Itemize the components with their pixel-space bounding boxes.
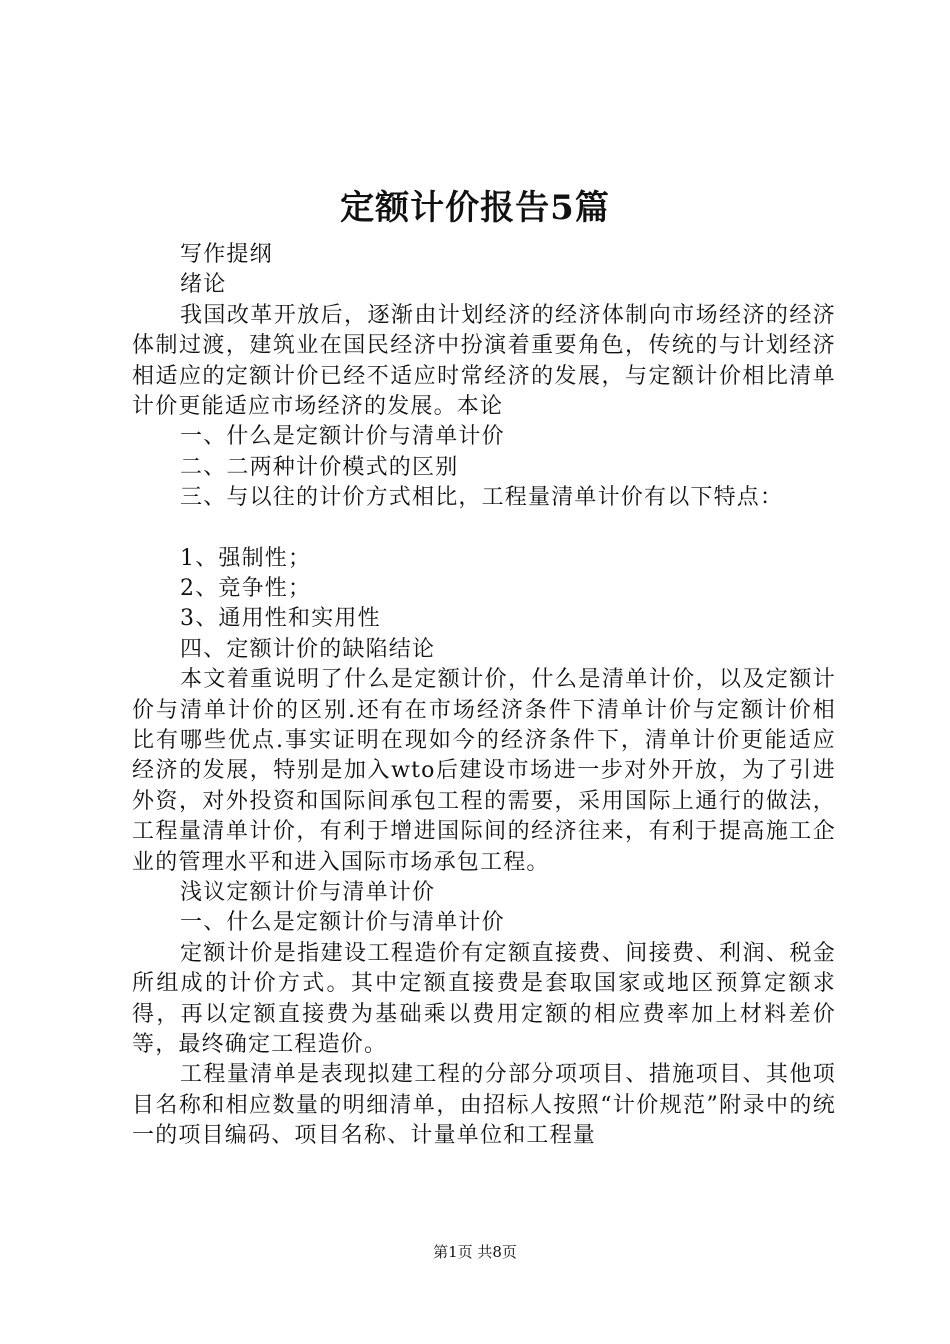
feature-item-1: 1、强制性； <box>180 545 312 571</box>
outline-item-3: 三、与以往的计价方式相比，工程量清单计价有以下特点： <box>180 485 784 511</box>
subsection-heading: 一、什么是定额计价与清单计价 <box>180 910 505 936</box>
paragraph-conclusion: 本文着重说明了什么是定额计价，什么是清单计价，以及定额计价与清单计价的区别.还有在市场经济条件下清单计价与定额计价相比有哪些优点.事实证明在现如今的经济条件下，清单计价更能适应经济的发展，特别是加入wto后建设市场进一步对外开放，为了引进外资，对外投资和国际间承包工程的需要，采用国际上通行的做法，工程量清单计价，有利于增进国际间的经济往来，有利于提高施工企业的管理水平和进入国际市场承包工程。 <box>132 667 836 875</box>
feature-item-3: 3、通用性和实用性 <box>180 606 381 632</box>
outline-item-4: 四、定额计价的缺陷结论 <box>180 636 436 662</box>
outline-item-1: 一、什么是定额计价与清单计价 <box>180 424 505 450</box>
paragraph-bill-of-quantities: 工程量清单是表现拟建工程的分部分项项目、措施项目、其他项目名称和相应数量的明细清单，由招标人按照“计价规范”附录中的统一的项目编码、项目名称、计量单位和工程量 <box>132 1062 836 1149</box>
outline-item-2: 二、二两种计价模式的区别 <box>180 454 459 480</box>
paragraph-introduction: 我国改革开放后，逐渐由计划经济的经济体制向市场经济的经济体制过渡，建筑业在国民经济中扮演着重要角色，传统的与计划经济相适应的定额计价已经不适应时常经济的发展，与定额计价相比清单计价更能适应市场经济的发展。本论 <box>132 302 836 419</box>
page-footer: 第1页 共8页 <box>433 1243 517 1261</box>
document-title: 定额计价报告5篇 <box>340 188 610 228</box>
section-heading: 浅议定额计价与清单计价 <box>180 879 436 905</box>
paragraph-quota-pricing: 定额计价是指建设工程造价有定额直接费、间接费、利润、税金所组成的计价方式。其中定额直接费是套取国家或地区预算定额求得，再以定额直接费为基础乘以费用定额的相应费率加上材料差价等，最终确定工程造价。 <box>132 940 836 1057</box>
feature-item-2: 2、竞争性； <box>180 575 312 601</box>
introduction-heading: 绪论 <box>180 272 227 298</box>
document-body <box>132 210 836 1152</box>
outline-heading: 写作提纲 <box>180 242 273 267</box>
